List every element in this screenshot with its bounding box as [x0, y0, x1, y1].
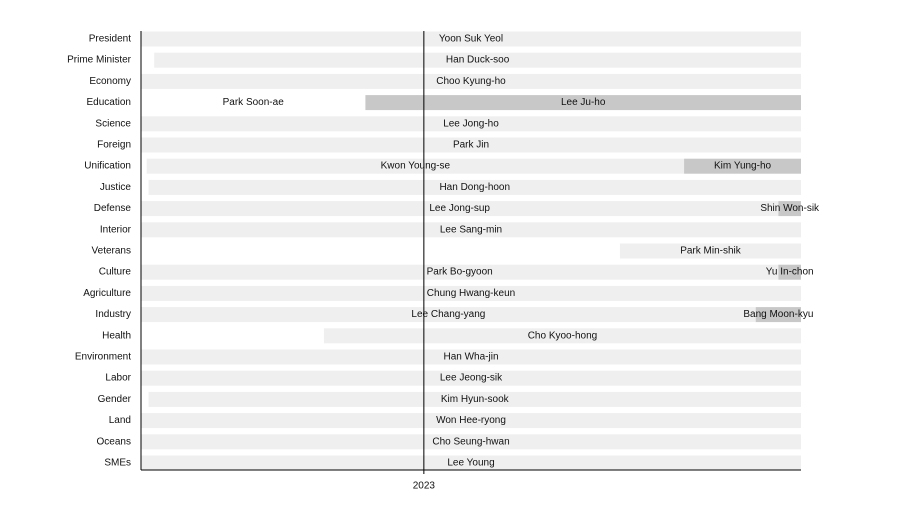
minister-label: Lee Jong-ho [443, 118, 499, 130]
minister-label: Bang Moon-kyu [743, 309, 814, 321]
minister-label: Han Duck-soo [445, 54, 510, 66]
minister-label: Lee Chang-yang [411, 309, 486, 321]
minister-label: Lee Young [447, 457, 495, 469]
minister-label: Chung Hwang-keun [426, 287, 516, 299]
minister-label: Han Dong-hoon [439, 181, 511, 193]
minister-label: Park Bo-gyoon [426, 266, 493, 278]
minister-label: Park Min-shik [680, 245, 741, 257]
x-tick-label: 2023 [412, 480, 435, 492]
minister-label: Cho Kyoo-hong [527, 330, 598, 342]
category-label: Gender [97, 393, 131, 405]
minister-label: Shin Won-sik [760, 203, 820, 215]
minister-label: Lee Jong-sup [429, 203, 490, 215]
minister-label: Park Soon-ae [222, 97, 284, 109]
category-label: Labor [105, 372, 131, 384]
category-label: Interior [99, 224, 131, 236]
minister-label: Won Hee-ryong [436, 415, 506, 427]
category-label: Economy [89, 75, 131, 87]
category-label: Culture [98, 266, 131, 278]
category-label: Foreign [97, 139, 131, 151]
category-label: Veterans [91, 245, 131, 257]
category-label: Oceans [96, 436, 131, 448]
category-label: Unification [84, 160, 131, 172]
category-label: Prime Minister [67, 54, 131, 66]
category-label: Science [95, 118, 131, 130]
minister-label: Lee Ju-ho [560, 97, 606, 109]
category-label: Defense [93, 203, 131, 215]
minister-label: Cho Seung-hwan [432, 436, 510, 448]
category-label: Justice [99, 181, 131, 193]
minister-label: Lee Jeong-sik [439, 372, 503, 384]
minister-label: Kim Hyun-sook [440, 393, 509, 405]
minister-label: Yoon Suk Yeol [438, 33, 504, 45]
category-label: Education [86, 97, 131, 109]
minister-label: Lee Sang-min [439, 224, 503, 236]
category-label: Agriculture [83, 287, 131, 299]
minister-label: Choo Kyung-ho [436, 75, 506, 87]
category-label: President [88, 33, 131, 45]
category-label: Land [108, 415, 131, 427]
category-label: Industry [95, 309, 131, 321]
minister-label: Park Jin [452, 139, 490, 151]
minister-label: Yu In-chon [765, 266, 814, 278]
minister-label: Han Wha-jin [443, 351, 499, 363]
category-label: Environment [74, 351, 131, 363]
minister-label: Kim Yung-ho [714, 160, 772, 172]
minister-label: Kwon Young-se [380, 160, 451, 172]
category-label: SMEs [104, 457, 131, 469]
category-label: Health [102, 330, 131, 342]
